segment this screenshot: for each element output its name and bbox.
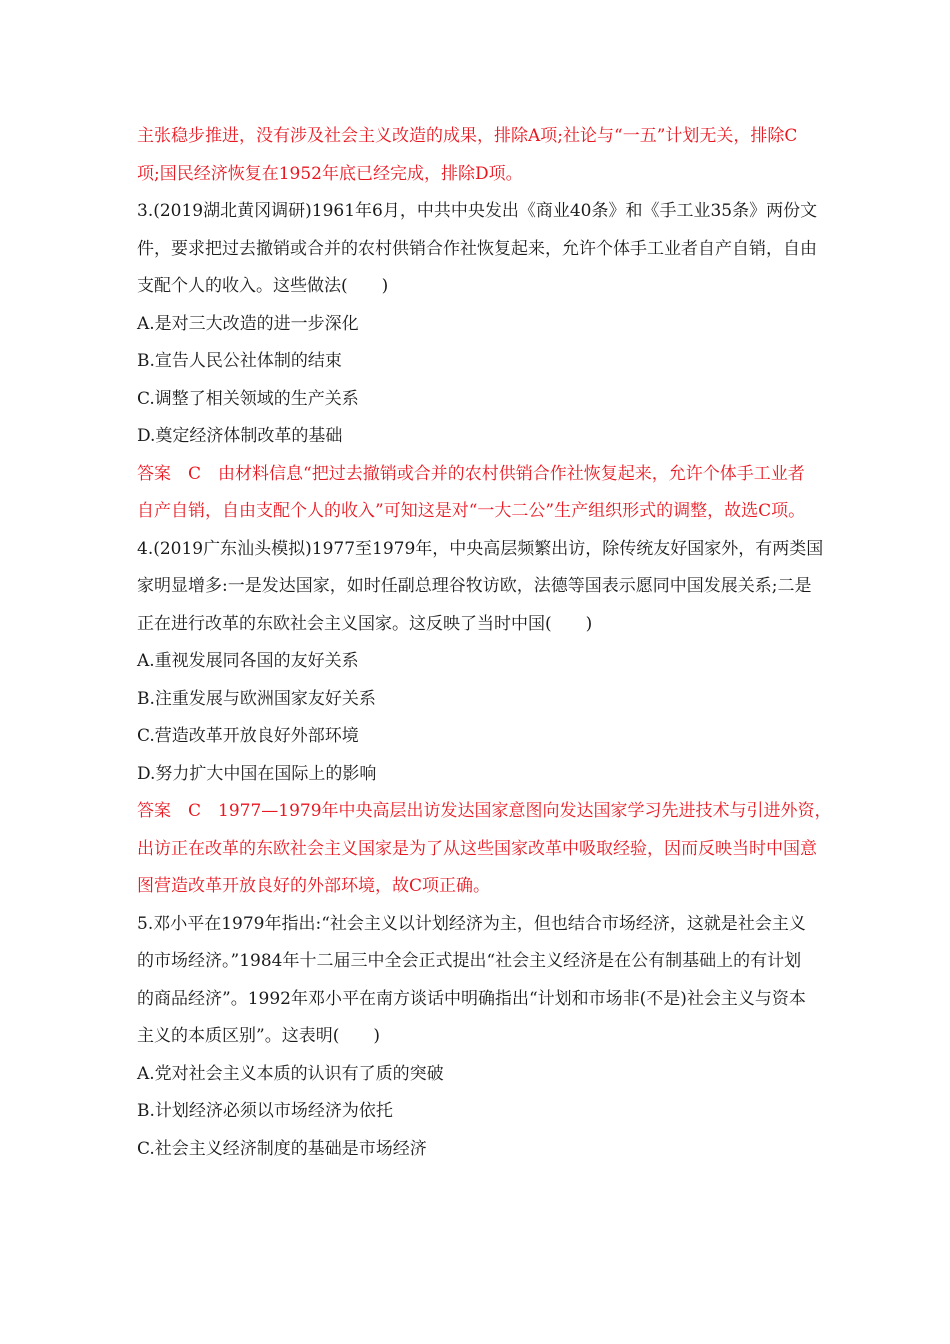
question-stem-line: 的商品经济”。1992年邓小平在南方谈话中明确指出“计划和市场非(不是)社会主义与资本 [137, 988, 806, 1009]
answer-line: 主张稳步推进，没有涉及社会主义改造的成果，排除A项;社论与“一五”计划无关，排除C [137, 126, 798, 146]
option-b: B.注重发展与欧洲国家友好关系 [137, 688, 376, 709]
option-b: B.计划经济必须以市场经济为依托 [137, 1101, 393, 1121]
option-d: D.努力扩大中国在国际上的影响 [137, 763, 377, 784]
answer-line: 答案 C 由材料信息“把过去撤销或合并的农村供销合作社恢复起来，允许个体手工业者 [137, 463, 805, 484]
option-c: C.调整了相关领域的生产关系 [137, 388, 359, 409]
question-3 [137, 193, 818, 531]
question-stem-line: 件，要求把过去撤销或合并的农村供销合作社恢复起来，允许个体手工业者自产自销，自由 [137, 238, 817, 259]
answer-line: 图营造改革开放良好的外部环境，故C项正确。 [137, 876, 491, 896]
question-4 [137, 531, 832, 906]
answer-line: 自产自销，自由支配个人的收入”可知这是对“一大二公”生产组织形式的调整，故选C项。 [137, 501, 806, 521]
option-c: C.社会主义经济制度的基础是市场经济 [137, 1138, 427, 1159]
previous-answer-continuation [137, 118, 813, 193]
question-stem-line: 的市场经济。”1984年十二届三中全会正式提出“社会主义经济是在公有制基础上的有计划 [137, 951, 802, 971]
option-a: A.是对三大改造的进一步深化 [137, 313, 359, 334]
option-a: A.党对社会主义本质的认识有了质的突破 [137, 1063, 444, 1084]
option-d: D.奠定经济体制改革的基础 [137, 426, 343, 446]
document-page [137, 118, 832, 1168]
answer-line: 答案 C 1977—1979年中央高层出访发达国家意图向发达国家学习先进技术与引进外资， [137, 801, 832, 821]
option-c: C.营造改革开放良好外部环境 [137, 726, 359, 746]
question-stem-line: 5.邓小平在1979年指出:“社会主义以计划经济为主，但也结合市场经济，这就是社会主义 [137, 913, 806, 934]
question-stem-line: 家明显增多:一是发达国家，如时任副总理谷牧访欧，法德等国表示愿同中国发展关系;二是 [137, 576, 812, 596]
question-stem-line: 正在进行改革的东欧社会主义国家。这反映了当时中国( ) [137, 613, 593, 634]
answer-line: 项;国民经济恢复在1952年底已经完成，排除D项。 [137, 163, 523, 184]
question-stem-line: 支配个人的收入。这些做法( ) [137, 276, 389, 296]
question-5 [137, 906, 813, 1169]
question-stem-line: 3.(2019湖北黄冈调研)1961年6月，中共中央发出《商业40条》和《手工业35条》两份文 [137, 201, 818, 221]
option-a: A.重视发展同各国的友好关系 [137, 651, 359, 671]
question-stem-line: 4.(2019广东汕头模拟)1977至1979年，中央高层频繁出访，除传统友好国家外，有两类国 [137, 538, 824, 559]
answer-line: 出访正在改革的东欧社会主义国家是为了从这些国家改革中吸取经验，因而反映当时中国意 [137, 838, 817, 859]
option-b: B.宣告人民公社体制的结束 [137, 351, 342, 371]
question-stem-line: 主义的本质区别”。这表明( ) [137, 1026, 380, 1046]
